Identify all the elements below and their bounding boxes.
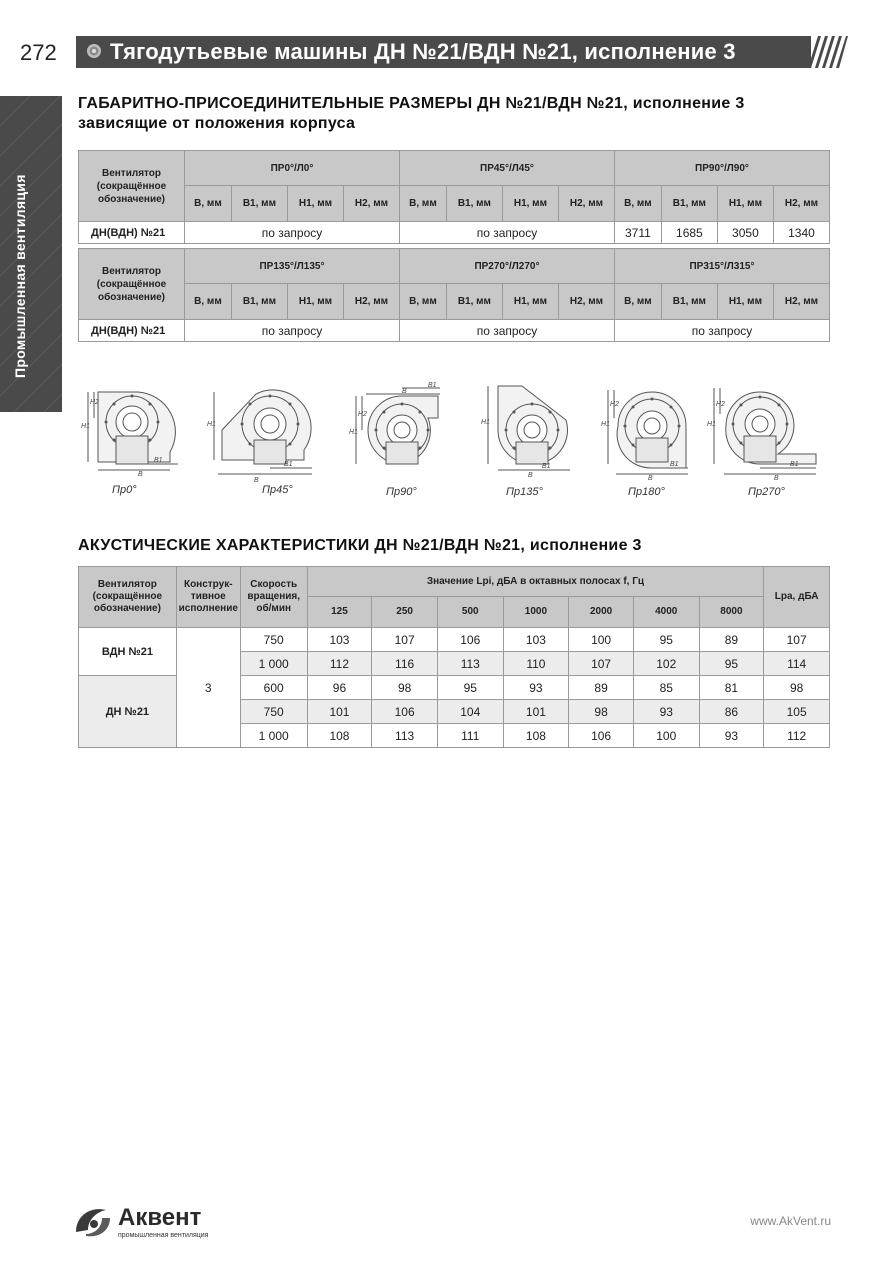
band-header: 500 xyxy=(437,597,503,628)
sub-header-b1: В1, мм xyxy=(661,284,717,320)
dim-label-h2: Н2 xyxy=(610,401,619,408)
lpi-cell: 111 xyxy=(437,724,503,748)
group-header: ПР270°/Л270° xyxy=(399,249,614,284)
fan-header-line: обозначение) xyxy=(97,193,166,205)
band-header: 1000 xyxy=(503,597,569,628)
lpa-cell: 114 xyxy=(764,652,830,676)
dim-label-h2: Н2 xyxy=(90,399,99,406)
lpi-cell: 93 xyxy=(503,676,569,700)
dim-label-b: В xyxy=(528,472,533,479)
lpi-cell: 85 xyxy=(633,676,699,700)
value-cell: по запросу xyxy=(399,320,614,342)
band-header: 125 xyxy=(307,597,372,628)
sub-header-h1: Н1, мм xyxy=(502,284,558,320)
lpa-column-header: Lpa, дБА xyxy=(764,567,830,628)
band-header: 8000 xyxy=(699,597,764,628)
value-cell: 3050 xyxy=(717,222,773,244)
fan-column-header xyxy=(79,249,185,320)
design-cell: 3 xyxy=(176,628,240,748)
dimensions-table-1 xyxy=(78,150,830,244)
design-header-line: тивное xyxy=(190,591,226,602)
lpi-cell: 95 xyxy=(437,676,503,700)
side-tab-label: Промышленная вентиляция xyxy=(12,174,28,378)
group-header: ПР45°/Л45° xyxy=(399,151,614,186)
dim-label-b: В xyxy=(648,475,653,480)
speed-header-line: Скорость xyxy=(250,579,298,590)
group-header: ПР315°/Л315° xyxy=(614,249,829,284)
sub-header-b: В, мм xyxy=(399,284,446,320)
fan-header-line: Вентилятор xyxy=(101,265,162,277)
sub-header-b1: В1, мм xyxy=(446,186,502,222)
fan-header-line: обозначение) xyxy=(93,603,161,614)
speed-cell: 750 xyxy=(240,700,307,724)
dim-label-b1: В1 xyxy=(284,461,293,468)
dim-label-b1: В1 xyxy=(154,457,163,464)
model-cell: ДН(ВДН) №21 xyxy=(79,222,185,244)
side-tab-hatch xyxy=(0,96,62,412)
sub-header-h2: Н2, мм xyxy=(773,284,829,320)
lpi-cell: 108 xyxy=(307,724,372,748)
lpi-cell: 93 xyxy=(699,724,764,748)
fan-column-header xyxy=(79,567,177,628)
lpi-cell: 95 xyxy=(633,628,699,652)
lpa-cell: 98 xyxy=(764,676,830,700)
header-title: Тягодутьевые машины ДН №21/ВДН №21, исполнение 3 xyxy=(110,39,736,64)
speed-cell: 1 000 xyxy=(240,652,307,676)
lpi-cell: 106 xyxy=(437,628,503,652)
akvent-logo-icon xyxy=(72,1204,114,1238)
lpi-cell: 89 xyxy=(569,676,634,700)
lpi-cell: 106 xyxy=(372,700,438,724)
dim-label-b: В xyxy=(254,477,259,484)
lpa-cell: 107 xyxy=(764,628,830,652)
dim-label-h2: Н2 xyxy=(716,401,725,408)
design-header-line: исполнение xyxy=(178,603,238,614)
sub-header-b: В, мм xyxy=(399,186,446,222)
sub-header-h1: Н1, мм xyxy=(717,186,773,222)
model-cell: ДН(ВДН) №21 xyxy=(79,320,185,342)
brand-name: Аквент xyxy=(118,1204,202,1231)
lpi-cell: 102 xyxy=(633,652,699,676)
dim-label-b1: В1 xyxy=(542,463,551,470)
header-stripes-decoration xyxy=(808,36,848,68)
sub-header-h2: Н2, мм xyxy=(343,284,399,320)
lpi-cell: 104 xyxy=(437,700,503,724)
drawing-caption: Пр90° xyxy=(386,486,417,498)
fan-drawing-pr45 xyxy=(204,378,322,484)
design-header-line: Конструк- xyxy=(183,579,233,590)
table-row xyxy=(79,628,830,652)
section-title-dimensions: ГАБАРИТНО-ПРИСОЕДИНИТЕЛЬНЫЕ РАЗМЕРЫ ДН №21/ВДН №21, исполнение 3 xyxy=(78,95,745,112)
speed-cell: 1 000 xyxy=(240,724,307,748)
lpi-cell: 101 xyxy=(503,700,569,724)
value-cell: 3711 xyxy=(614,222,661,244)
dim-label-b: В xyxy=(774,475,779,480)
sub-header-b: В, мм xyxy=(185,186,232,222)
side-tab xyxy=(0,96,62,412)
lpi-cell: 113 xyxy=(372,724,438,748)
lpi-cell: 107 xyxy=(372,628,438,652)
dim-label-b1: В1 xyxy=(428,382,437,389)
sub-header-b1: В1, мм xyxy=(446,284,502,320)
fan-drawing-pr90 xyxy=(346,380,452,480)
lpi-cell: 113 xyxy=(437,652,503,676)
fan-header-line: Вентилятор xyxy=(97,579,157,590)
lpi-cell: 81 xyxy=(699,676,764,700)
lpi-cell: 103 xyxy=(307,628,372,652)
lpi-cell: 100 xyxy=(569,628,634,652)
fan-drawing-pr270 xyxy=(704,378,824,480)
sub-header-b: В, мм xyxy=(614,284,661,320)
value-cell: по запросу xyxy=(399,222,614,244)
lpi-cell: 89 xyxy=(699,628,764,652)
sub-header-h2: Н2, мм xyxy=(343,186,399,222)
lpa-cell: 112 xyxy=(764,724,830,748)
acoustic-table xyxy=(78,566,830,748)
page-number: 272 xyxy=(20,40,57,65)
drawing-caption: Пр0° xyxy=(112,484,137,496)
speed-cell: 600 xyxy=(240,676,307,700)
gear-icon xyxy=(86,43,102,59)
lpi-cell: 98 xyxy=(372,676,438,700)
lpi-cell: 108 xyxy=(503,724,569,748)
lpi-cell: 116 xyxy=(372,652,438,676)
value-cell: по запросу xyxy=(185,320,400,342)
sub-header-h2: Н2, мм xyxy=(558,284,614,320)
dim-label-b1: В1 xyxy=(790,461,799,468)
value-cell: 1340 xyxy=(773,222,829,244)
sub-header-h1: Н1, мм xyxy=(717,284,773,320)
fan-header-line: Вентилятор xyxy=(101,167,162,179)
lpi-cell: 100 xyxy=(633,724,699,748)
value-cell: по запросу xyxy=(185,222,400,244)
fan-header-line: (сокращённое xyxy=(96,180,167,192)
drawing-caption: Пр135° xyxy=(506,486,543,498)
brand-tagline: промышленная вентиляция xyxy=(118,1232,209,1239)
band-header: 250 xyxy=(372,597,438,628)
model-cell: ВДН №21 xyxy=(79,628,177,676)
table-row xyxy=(79,222,830,244)
lpi-cell: 86 xyxy=(699,700,764,724)
fan-header-line: (сокращённое xyxy=(96,278,167,290)
footer-url-link[interactable]: www.AkVent.ru xyxy=(750,1214,831,1228)
dim-label-h1: Н1 xyxy=(707,421,716,428)
fan-drawing-pr180 xyxy=(600,378,700,480)
dim-label-h1: Н1 xyxy=(207,421,216,428)
lpi-cell: 101 xyxy=(307,700,372,724)
group-header: ПР0°/Л0° xyxy=(185,151,400,186)
model-cell: ДН №21 xyxy=(79,676,177,748)
section-title-acoustics: АКУСТИЧЕСКИЕ ХАРАКТЕРИСТИКИ ДН №21/ВДН №21, исполнение 3 xyxy=(78,537,642,554)
fan-header-line: обозначение) xyxy=(97,291,166,303)
section-subtitle-dimensions: зависящие от положения корпуса xyxy=(78,115,356,132)
fan-drawing-pr135 xyxy=(478,376,580,480)
design-column-header xyxy=(176,567,240,628)
dim-label-h1: Н1 xyxy=(81,423,90,430)
value-cell: 1685 xyxy=(661,222,717,244)
dim-label-h2: Н2 xyxy=(358,411,367,418)
sub-header-h2: Н2, мм xyxy=(558,186,614,222)
dim-label-b: В xyxy=(402,388,407,395)
lpi-cell: 110 xyxy=(503,652,569,676)
dim-label-b1: В1 xyxy=(670,461,679,468)
band-header: 2000 xyxy=(569,597,634,628)
sub-header-b: В, мм xyxy=(614,186,661,222)
speed-header-line: об/мин xyxy=(256,603,292,614)
table-row xyxy=(79,320,830,342)
dim-label-b: В xyxy=(138,471,143,478)
sub-header-h2: Н2, мм xyxy=(773,186,829,222)
drawing-caption: Пр180° xyxy=(628,486,665,498)
fan-header-line: (сокращённое xyxy=(92,591,163,602)
dim-label-h1: Н1 xyxy=(349,429,358,436)
fan-drawing-pr0 xyxy=(78,378,190,478)
speed-column-header xyxy=(240,567,307,628)
lpi-cell: 98 xyxy=(569,700,634,724)
sub-header-b1: В1, мм xyxy=(661,186,717,222)
lpi-cell: 96 xyxy=(307,676,372,700)
dim-label-h1: Н1 xyxy=(481,419,490,426)
fan-column-header xyxy=(79,151,185,222)
dim-label-h1: Н1 xyxy=(601,421,610,428)
value-cell: по запросу xyxy=(614,320,829,342)
drawing-caption: Пр270° xyxy=(748,486,785,498)
sub-header-h1: Н1, мм xyxy=(502,186,558,222)
drawing-caption: Пр45° xyxy=(262,484,293,496)
group-header: ПР90°/Л90° xyxy=(614,151,829,186)
group-header: ПР135°/Л135° xyxy=(185,249,400,284)
sub-header-h1: Н1, мм xyxy=(287,186,343,222)
lpi-cell: 107 xyxy=(569,652,634,676)
lpi-cell: 95 xyxy=(699,652,764,676)
sub-header-b1: В1, мм xyxy=(231,284,287,320)
lpa-cell: 105 xyxy=(764,700,830,724)
lpi-column-header: Значение Lpi, дБА в октавных полосах f, Гц xyxy=(307,567,764,597)
speed-header-line: вращения, xyxy=(247,591,300,602)
sub-header-b1: В1, мм xyxy=(231,186,287,222)
band-header: 4000 xyxy=(633,597,699,628)
sub-header-b: В, мм xyxy=(185,284,232,320)
dimensions-table-2 xyxy=(78,248,830,342)
lpi-cell: 112 xyxy=(307,652,372,676)
speed-cell: 750 xyxy=(240,628,307,652)
sub-header-h1: Н1, мм xyxy=(287,284,343,320)
lpi-cell: 93 xyxy=(633,700,699,724)
lpi-cell: 106 xyxy=(569,724,634,748)
lpi-cell: 103 xyxy=(503,628,569,652)
